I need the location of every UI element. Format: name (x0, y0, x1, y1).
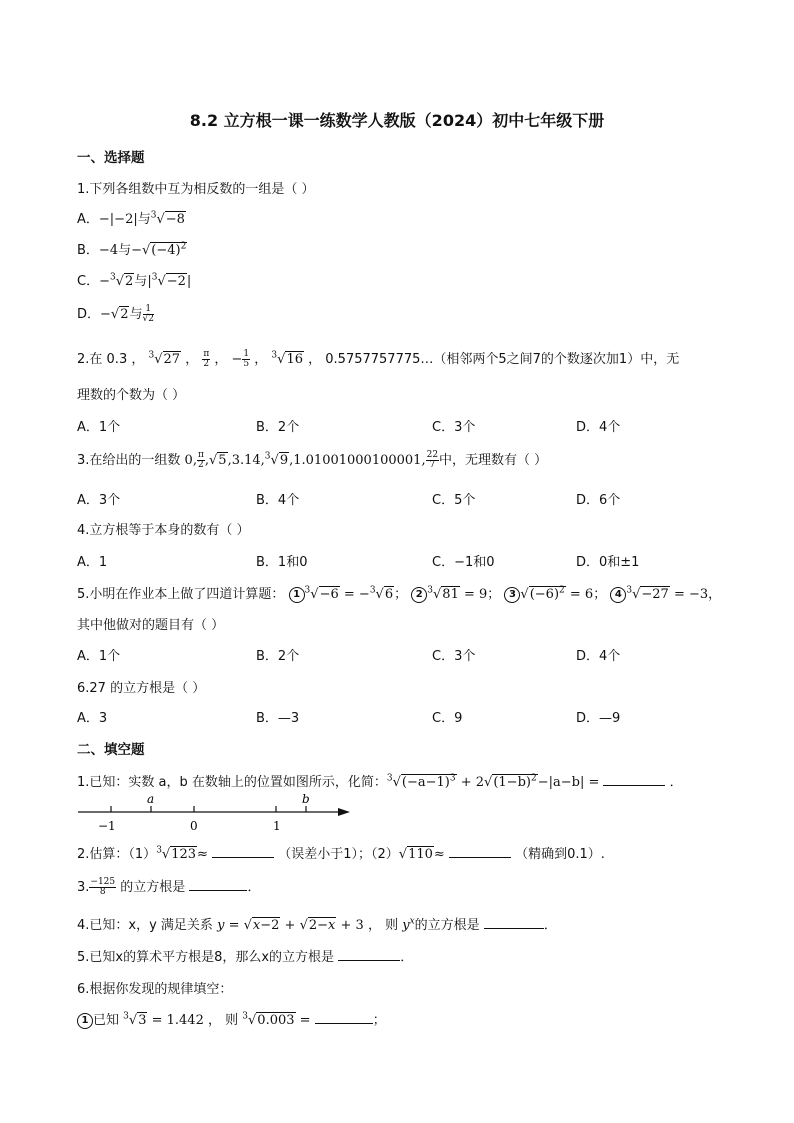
q1-option-c: C．−$^3$√2与$|^3√-2|$ (77, 272, 192, 289)
q4-option-d: D．0和±1 (576, 555, 640, 570)
f4-stem: 4.已知：x，y 满足关系 y = √x−2 + √2−x + 3 ， 则 $y^x$的立方根是 ． (77, 916, 557, 933)
f6-stem: 6.根据你发现的规律填空： (77, 982, 233, 997)
q5-option-d: D．4个 (576, 649, 621, 664)
q1-stem: 1.下列各组数中互为相反数的一组是（ ） (77, 182, 315, 197)
f3-answer-blank[interactable] (189, 877, 247, 891)
section-heading-choice: 一、选择题 (77, 150, 145, 166)
q5-stem: 5.小明在作业本上做了四道计算题： 1 $^3$√−6 = −$^3$√6； 2 $^3$√81 = 9； 3 $√(-6)^2 = 6$； 4 $^3$√−27 = −3， (77, 585, 722, 602)
f4-answer-blank[interactable] (484, 915, 544, 929)
q5-option-c: C．3个 (432, 649, 476, 664)
q6-option-a: A．3 (77, 711, 108, 726)
q3-option-c: C．5个 (432, 493, 476, 508)
q1-option-b: B．−4与$-√(-4)^2$ (77, 241, 187, 258)
point-b-label: b (302, 792, 310, 806)
q6-stem: 6.27 的立方根是（ ） (77, 681, 206, 696)
q4-option-b: B．1和0 (256, 555, 308, 570)
q3-stem: 3.在给出的一组数 0, $\frac{\pi}{2}$ ,√5,3.14,$^3$√9,1.01001000100001, $\frac{22}{7}$ 中，无理数有（ ） (77, 450, 548, 470)
q2-option-c: C．3个 (432, 420, 476, 435)
q3-option-b: B．4个 (256, 493, 300, 508)
q5-stem-line2: 其中他做对的题目有（ ） (77, 618, 225, 633)
number-line (76, 792, 352, 834)
f5-answer-blank[interactable] (338, 947, 400, 961)
q4-option-c: C．−1和0 (432, 555, 495, 570)
q4-stem: 4.立方根等于本身的数有（ ） (77, 523, 250, 538)
tick-label-minus-one: −1 (98, 819, 116, 833)
point-a-label: a (147, 792, 155, 806)
section-heading-fill: 二、填空题 (77, 742, 145, 758)
page-title: 8.2 立方根一课一练数学人教版（2024）初中七年级下册 (189, 111, 605, 130)
q2-stem-line2: 理数的个数为（ ） (77, 388, 186, 403)
q5-option-a: A．1个 (77, 649, 121, 664)
q3-option-a: A．3个 (77, 493, 121, 508)
q6-option-d: D．—9 (576, 711, 621, 726)
f1-stem: 1.已知：实数 a，b 在数轴上的位置如图所示，化简：$^3√(-a-1)^3 + 2√(1-b)^2-|a-b|$ = ． (77, 773, 683, 790)
f3-stem: 3. $\frac{-125}{8}$ 的立方根是 ． (77, 877, 261, 897)
q2-option-a: A．1个 (77, 420, 121, 435)
f2-answer-blank-1[interactable] (212, 844, 274, 858)
f6-item-1: 1 已知 $^3$√3 = 1.442 ， 则 $^3$√0.003 = ； (77, 1009, 386, 1029)
q6-option-c: C．9 (432, 711, 463, 726)
tick-label-one: 1 (273, 819, 281, 833)
f2-answer-blank-2[interactable] (449, 844, 511, 858)
number-line-arrow (338, 808, 350, 816)
f5-stem: 5.已知x的算术平方根是8，那么x的立方根是 ． (77, 946, 413, 965)
q4-option-a: A．1 (77, 555, 108, 570)
q2-option-d: D．4个 (576, 420, 621, 435)
q1-option-a: A．−|−2|与$^3$√−8 (77, 210, 185, 227)
q2-option-b: B．2个 (256, 420, 300, 435)
tick-label-zero: 0 (190, 819, 198, 833)
f2-stem: 2.估算：$(1)^3√123\approx$ （误差小于1）；（2）√110≈ （精确到0.1）. (77, 845, 605, 862)
f1-answer-blank[interactable] (603, 772, 665, 786)
q1-option-d: D．−√2与 $\frac{1}{√2}$ (77, 304, 154, 324)
q3-option-d: D．6个 (576, 493, 621, 508)
q2-stem: 2.在 0.3 ， $^3$√27 ， $\frac{\pi}{2}$ ， − $\frac{1}{5}$ ， $^3$√16 ， 0.5757757775…（相邻两个5之间7的个数逐次加1）中，无 (77, 349, 680, 369)
q5-option-b: B．2个 (256, 649, 300, 664)
q6-option-b: B．—3 (256, 711, 300, 726)
f6-answer-blank-1[interactable] (315, 1010, 373, 1024)
